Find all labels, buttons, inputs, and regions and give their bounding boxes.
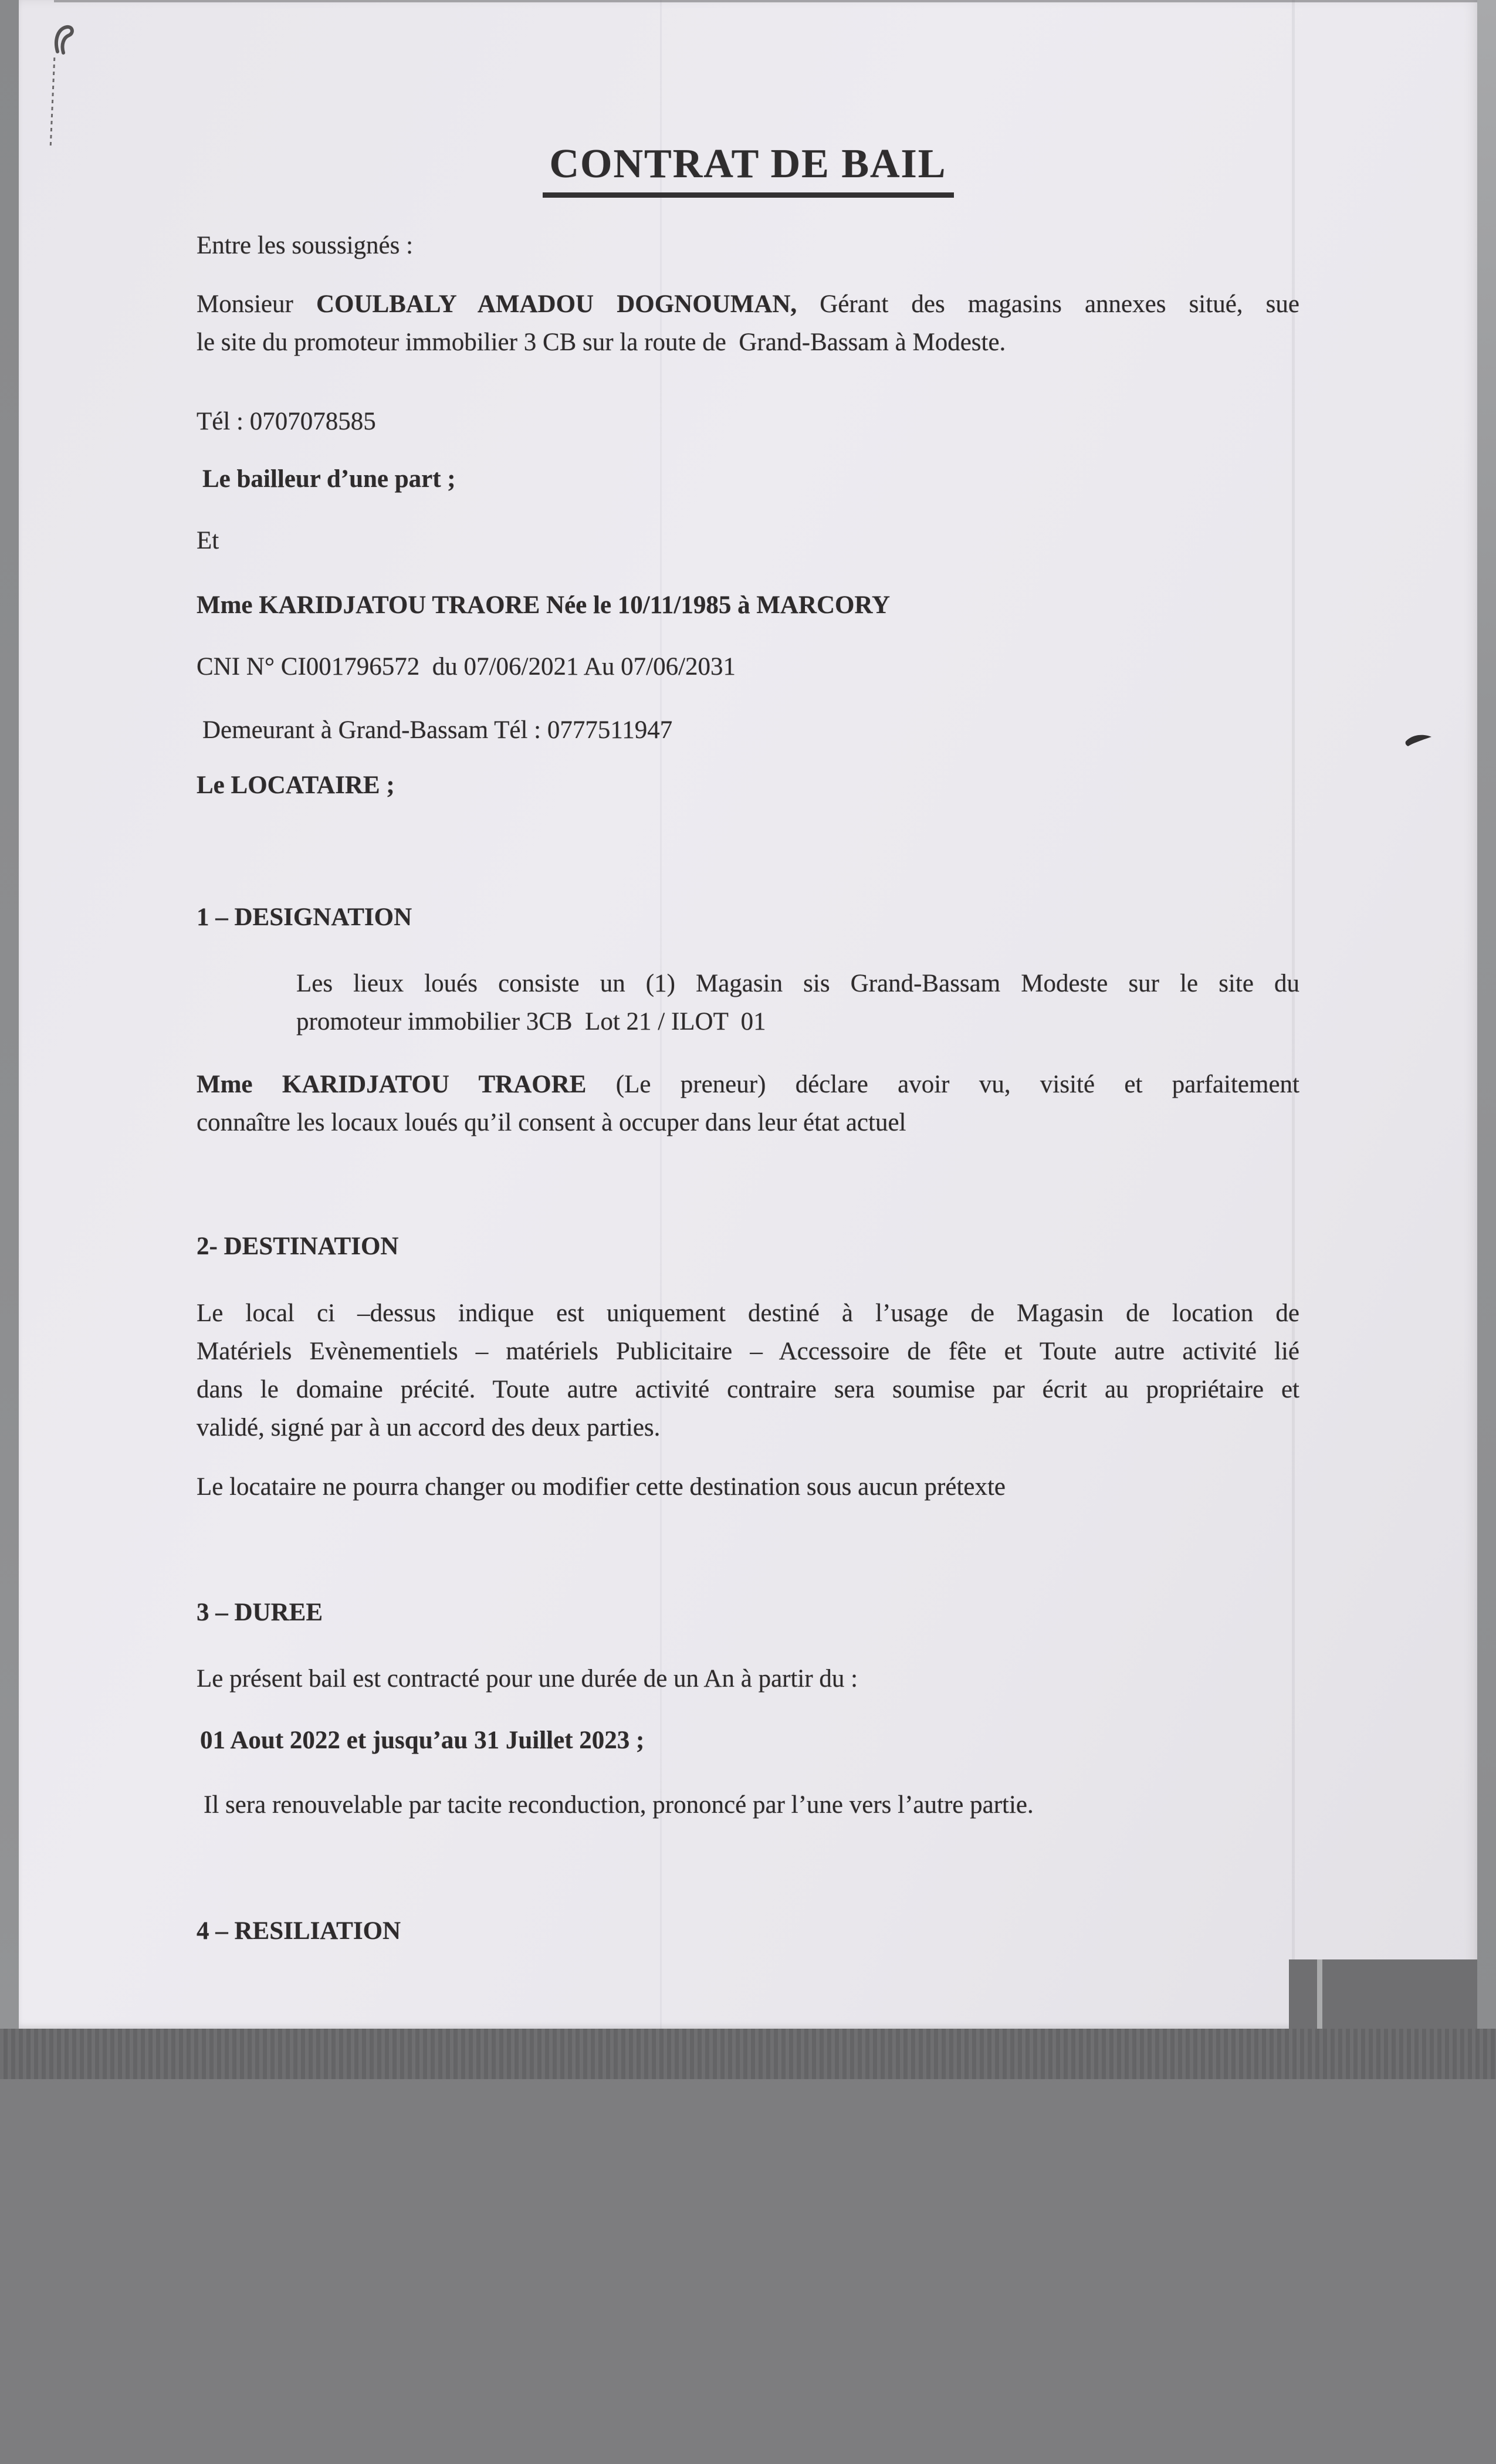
scanner-edge-left — [0, 0, 19, 2029]
ink-smudge-mark — [1403, 732, 1434, 753]
landlord-role: Le bailleur d’une part ; — [202, 465, 456, 493]
section-3-line1: Le présent bail est contracté pour une durée de un An à partir du : — [197, 1665, 858, 1693]
preamble-intro: Entre les soussignés : — [197, 232, 414, 259]
section-1-note-line1: Mme KARIDJATOU TRAORE (Le preneur) déclare avoir vu, visité et parfaitement — [197, 1071, 1299, 1098]
landlord-identity-line1: Monsieur COULBALY AMADOU DOGNOUMAN, Gérant des magasins annexes situé, sue — [197, 290, 1299, 318]
paper-corner-gap — [1289, 1959, 1477, 2029]
tenant-id-card: CNI N° CI001796572 du 07/06/2021 Au 07/06/2031 — [197, 653, 736, 681]
section-1-line1: Les lieux loués consiste un (1) Magasin sis Grand-Bassam Modeste sur le site du — [296, 970, 1299, 997]
conjunction-et: Et — [197, 527, 219, 554]
section-1-note-line2: connaître les locaux loués qu’il consent à occuper dans leur état actuel — [197, 1109, 906, 1136]
scan-top-edge — [54, 0, 1477, 2]
section-2-line2: Matériels Evènementiels – matériels Publicitaire – Accessoire de fête et Toute autre activité lié — [197, 1338, 1299, 1365]
landlord-phone: Tél : 0707078585 — [197, 408, 376, 435]
tenant-name-inline: Mme KARIDJATOU TRAORE — [197, 1071, 587, 1098]
paper-corner-sliver — [1317, 1959, 1322, 2029]
tenant-name: Mme KARIDJATOU TRAORE Née le 10/11/1985 à MARCORY — [197, 591, 891, 619]
section-2-line4: validé, signé par à un accord des deux parties. — [197, 1414, 661, 1441]
section-2-heading: 2- DESTINATION — [197, 1233, 399, 1260]
section-1-line2: promoteur immobilier 3CB Lot 21 / ILOT 01 — [296, 1008, 766, 1035]
scanner-shadow-band — [0, 2029, 1496, 2079]
section-2-line3: dans le domaine précité. Toute autre activité contraire sera soumise par écrit au propriétaire et — [197, 1376, 1299, 1403]
tenant-address: Demeurant à Grand-Bassam Tél : 0777511947 — [202, 716, 673, 744]
landlord-identity-line2: le site du promoteur immobilier 3 CB sur la route de Grand-Bassam à Modeste. — [197, 329, 1006, 356]
landlord-name: COULBALY AMADOU DOGNOUMAN, — [316, 290, 797, 318]
section-3-heading: 3 – DUREE — [197, 1599, 323, 1626]
tenant-role: Le LOCATAIRE ; — [197, 771, 395, 799]
scanner-edge-right — [1477, 0, 1496, 2029]
section-4-heading: 4 – RESILIATION — [197, 1917, 401, 1945]
document-title: CONTRAT DE BAIL — [197, 141, 1299, 198]
contract-page — [19, 0, 1477, 2029]
lease-period: 01 Aout 2022 et jusqu’au 31 Juillet 2023 ; — [200, 1727, 645, 1754]
section-2-note: Le locataire ne pourra changer ou modifier cette destination sous aucun prétexte — [197, 1473, 1006, 1501]
section-1-heading: 1 – DESIGNATION — [197, 903, 412, 931]
staple-mark — [49, 21, 77, 63]
section-3-line3: Il sera renouvelable par tacite reconduction, prononcé par l’une vers l’autre partie. — [204, 1791, 1034, 1819]
section-2-line1: Le local ci –dessus indique est uniquement destiné à l’usage de Magasin de location de — [197, 1299, 1299, 1327]
scratch-mark — [50, 57, 56, 147]
